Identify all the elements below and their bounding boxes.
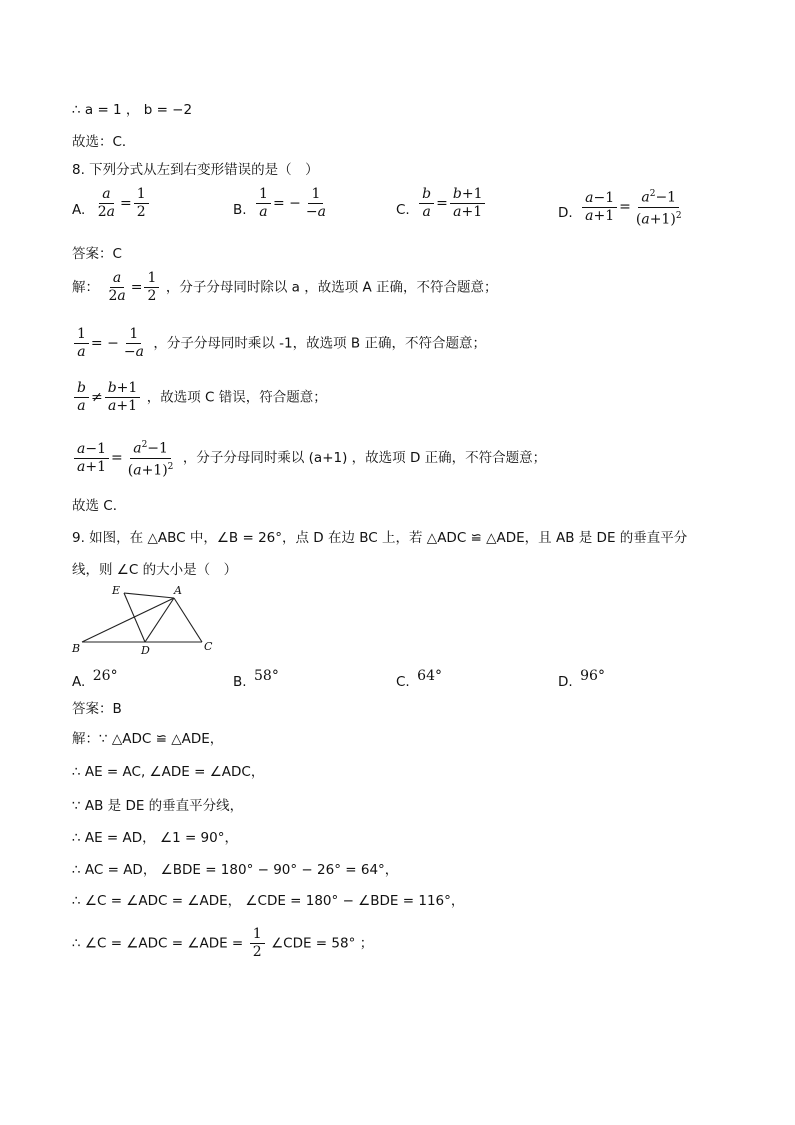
q9-option-c-value: 64° <box>417 668 442 684</box>
q9-option-c-label: C. <box>396 674 410 690</box>
segment-ba <box>82 598 174 642</box>
q8-solution-2: $\frac{1}{a}$ = − $\frac{1}{-a}$ ，分子分母同时乘以 -1，故选项 B 正确，不符合题意； <box>72 326 486 361</box>
q9-stem-2: 线，则 ∠C 的大小是（ ） <box>72 562 238 578</box>
segment-ac <box>174 598 202 642</box>
q9-sol-5: ∴ AC = AD， ∠BDE = 180° − 90° − 26° = 64°， <box>72 862 399 878</box>
label-d: D <box>141 644 150 657</box>
q8-solution-1: 解： $\frac{a}{2a}$ = $\frac{1}{2}$ ，分子分母同时除以 a ，故选项 A 正确，不符合题意； <box>72 270 498 304</box>
q8-sol4-text: ，分子分母同时乘以 (a+1) ，故选项 D 正确，不符合题意； <box>182 450 547 467</box>
q9-option-b-value: 58° <box>254 668 279 684</box>
q9-sol-7: ∴ ∠C = ∠ADC = ∠ADE = $\frac{1}{2}$ ∠CDE = 58° ； <box>72 926 374 960</box>
q9-sol-3: ∵ AB 是 DE 的垂直平分线， <box>72 798 244 814</box>
q9-answer: 答案：B <box>72 701 122 717</box>
q9-option-a <box>72 668 118 690</box>
q9-option-b <box>233 668 279 690</box>
q9-option-b-label: B. <box>233 674 247 690</box>
conclusion-line: ∴ a = 1 ， b = −2 <box>72 102 193 118</box>
q8-stem: 8. 下列分式从左到右变形错误的是（ ） <box>72 162 319 178</box>
q9-sol-1: 解：∵ △ADC ≌ △ADE， <box>72 731 224 747</box>
q9-sol7-end: ； <box>359 935 374 952</box>
q8-option-d-label: D. <box>558 205 573 222</box>
q8-option-a-label: A. <box>72 201 86 218</box>
q9-option-d <box>558 668 605 690</box>
q8-option-b-label: B. <box>233 201 247 218</box>
q9-sol-2: ∴ AE = AC, ∠ADE = ∠ADC， <box>72 764 265 780</box>
q9-sol-6: ∴ ∠C = ∠ADC = ∠ADE， ∠CDE = 180° − ∠BDE = 116°， <box>72 893 465 909</box>
q8-solution-4: $\frac{a-1}{a+1}$ = $\frac{a^2-1}{(a+1)^2}$ ，分子分母同时乘以 (a+1) ，故选项 D 正确，不符合题意； <box>72 437 546 479</box>
q8-option-c-label: C. <box>396 201 410 218</box>
q9-sol7-rest: ∠CDE = 58° <box>271 935 356 952</box>
q8-sol3-text: ，故选项 C 错误，符合题意； <box>146 389 327 406</box>
q9-option-d-value: 96° <box>580 668 605 684</box>
label-c: C <box>204 640 213 653</box>
label-a: A <box>174 584 182 597</box>
q8-sol-lead: 解： <box>72 279 99 296</box>
q8-option-c: C. $\frac{b}{a}$ = $\frac{b+1}{a+1}$ <box>396 186 487 221</box>
segment-ed <box>124 593 145 642</box>
q8-answer: 答案：C <box>72 246 122 262</box>
q8-choose: 故选 C． <box>72 498 127 514</box>
q9-option-a-label: A. <box>72 674 86 690</box>
q8-option-b: B. $\frac{1}{a}$ = − $\frac{1}{-a}$ <box>233 186 326 220</box>
segment-ea <box>124 593 174 598</box>
label-b: B <box>72 642 81 655</box>
q9-option-a-value: 26° <box>92 668 118 684</box>
label-e: E <box>112 584 121 597</box>
q9-stem-1: 9. 如图，在 △ABC 中，∠B = 26°，点 D 在边 BC 上，若 △ADC ≌ △ADE，且 AB 是 DE 的垂直平分 <box>72 530 688 546</box>
q9-sol7-lead: ∴ ∠C = ∠ADC = ∠ADE = <box>72 935 244 952</box>
q9-option-c <box>396 668 442 690</box>
q8-solution-3: $\frac{b}{a}$ ≠ $\frac{b+1}{a+1}$ ，故选项 C 错误，符合题意； <box>72 380 327 415</box>
q8-option-a: A. $\frac{a}{2a}$ = $\frac{1}{2}$ <box>72 186 151 221</box>
q9-triangle-figure <box>70 580 220 660</box>
choice-line: 故选：C． <box>72 134 136 150</box>
q8-option-d: D. $\frac{a-1}{a+1}$ = $\frac{a^2-1}{(a+1)^2}$ <box>558 186 687 228</box>
q8-sol2-text: ，分子分母同时乘以 -1，故选项 B 正确，不符合题意； <box>153 335 486 352</box>
q8-sol1-text: ，分子分母同时除以 a ，故选项 A 正确，不符合题意； <box>165 279 498 296</box>
q9-option-d-label: D. <box>558 674 573 690</box>
q9-sol-4: ∴ AE = AD， ∠1 = 90°， <box>72 830 238 846</box>
